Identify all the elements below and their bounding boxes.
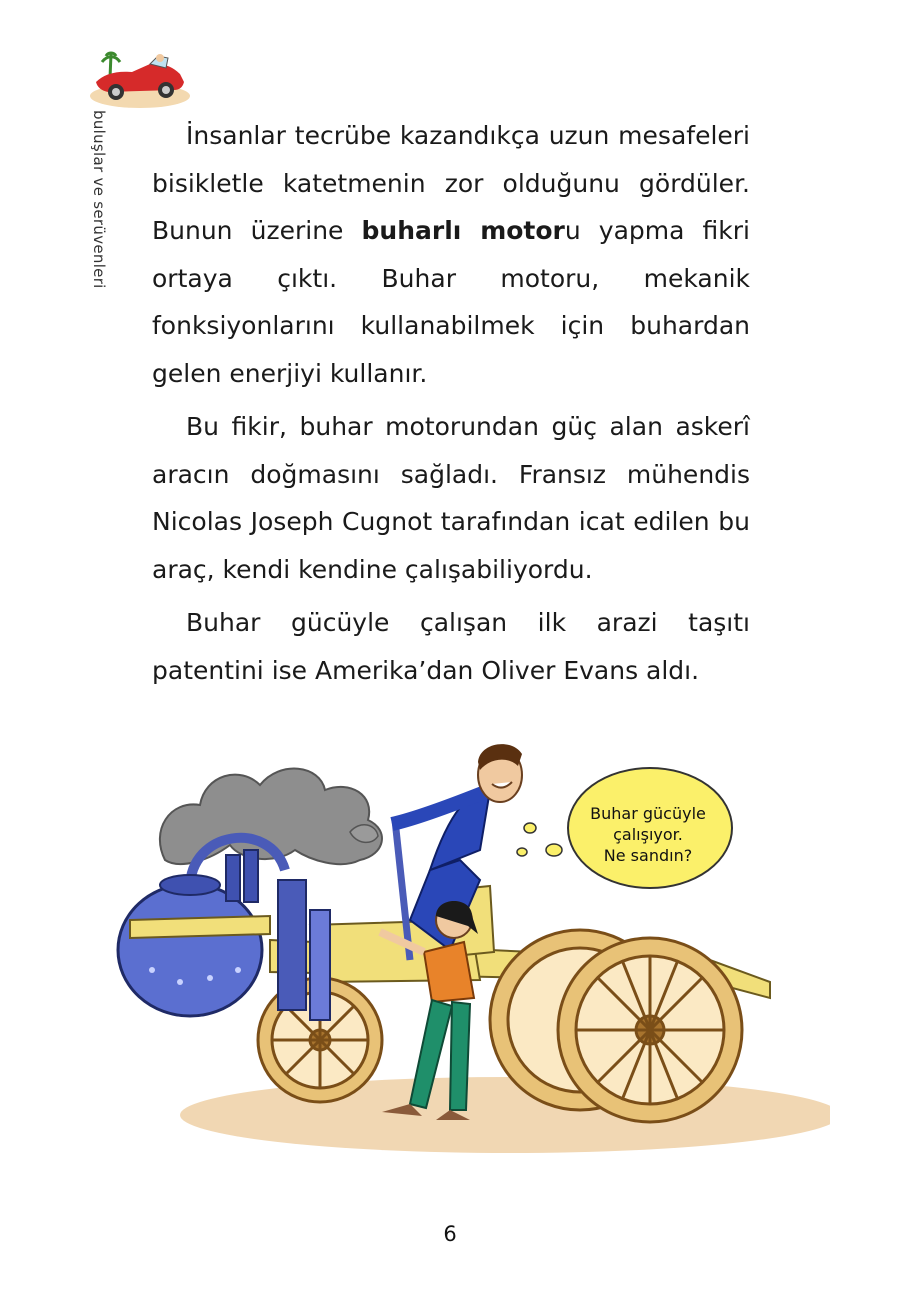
piston <box>278 880 306 1010</box>
paragraph-2: Bu fikir, buhar motorundan güç alan askerî aracın doğmasını sağladı. Fransız mühendis Nicolas Joseph Cugnot tarafından icat edilen bu araç, kendi kendine çalışabiliyordu. <box>152 412 750 584</box>
speech-bubble-text <box>578 803 718 866</box>
series-side-label: buluşlar ve serüvenleri <box>90 110 108 289</box>
body-text <box>152 112 750 694</box>
bubble-line-3: Ne sandın? <box>603 846 693 865</box>
rear-wheel-front <box>558 938 742 1122</box>
steam-wagon-illustration <box>110 720 830 1180</box>
car-logo-icon <box>88 48 192 110</box>
boiler <box>118 838 285 1016</box>
ground-shadow <box>180 1077 830 1153</box>
paragraph-3: Buhar gücüyle çalışan ilk arazi taşıtı patentini ise Amerika’dan Oliver Evans aldı. <box>152 608 750 685</box>
bubble-line-2: çalışıyor. <box>613 825 683 844</box>
bold-term: buharlı motor <box>361 216 565 245</box>
page-number: 6 <box>443 1222 457 1246</box>
paragraph-1: İnsanlar tecrübe kazandıkça uzun mesafeleri bisikletle katetmenin zor olduğunu gördüler. Bunun üzerine buharlı motoru yapma fikri ortaya çıktı. Buhar motoru, mekanik fonksiyonlarını kullanabilmek için buhardan gelen enerjiyi kullanır. <box>152 121 750 388</box>
bubble-line-1: Buhar gücüyle <box>590 804 706 823</box>
